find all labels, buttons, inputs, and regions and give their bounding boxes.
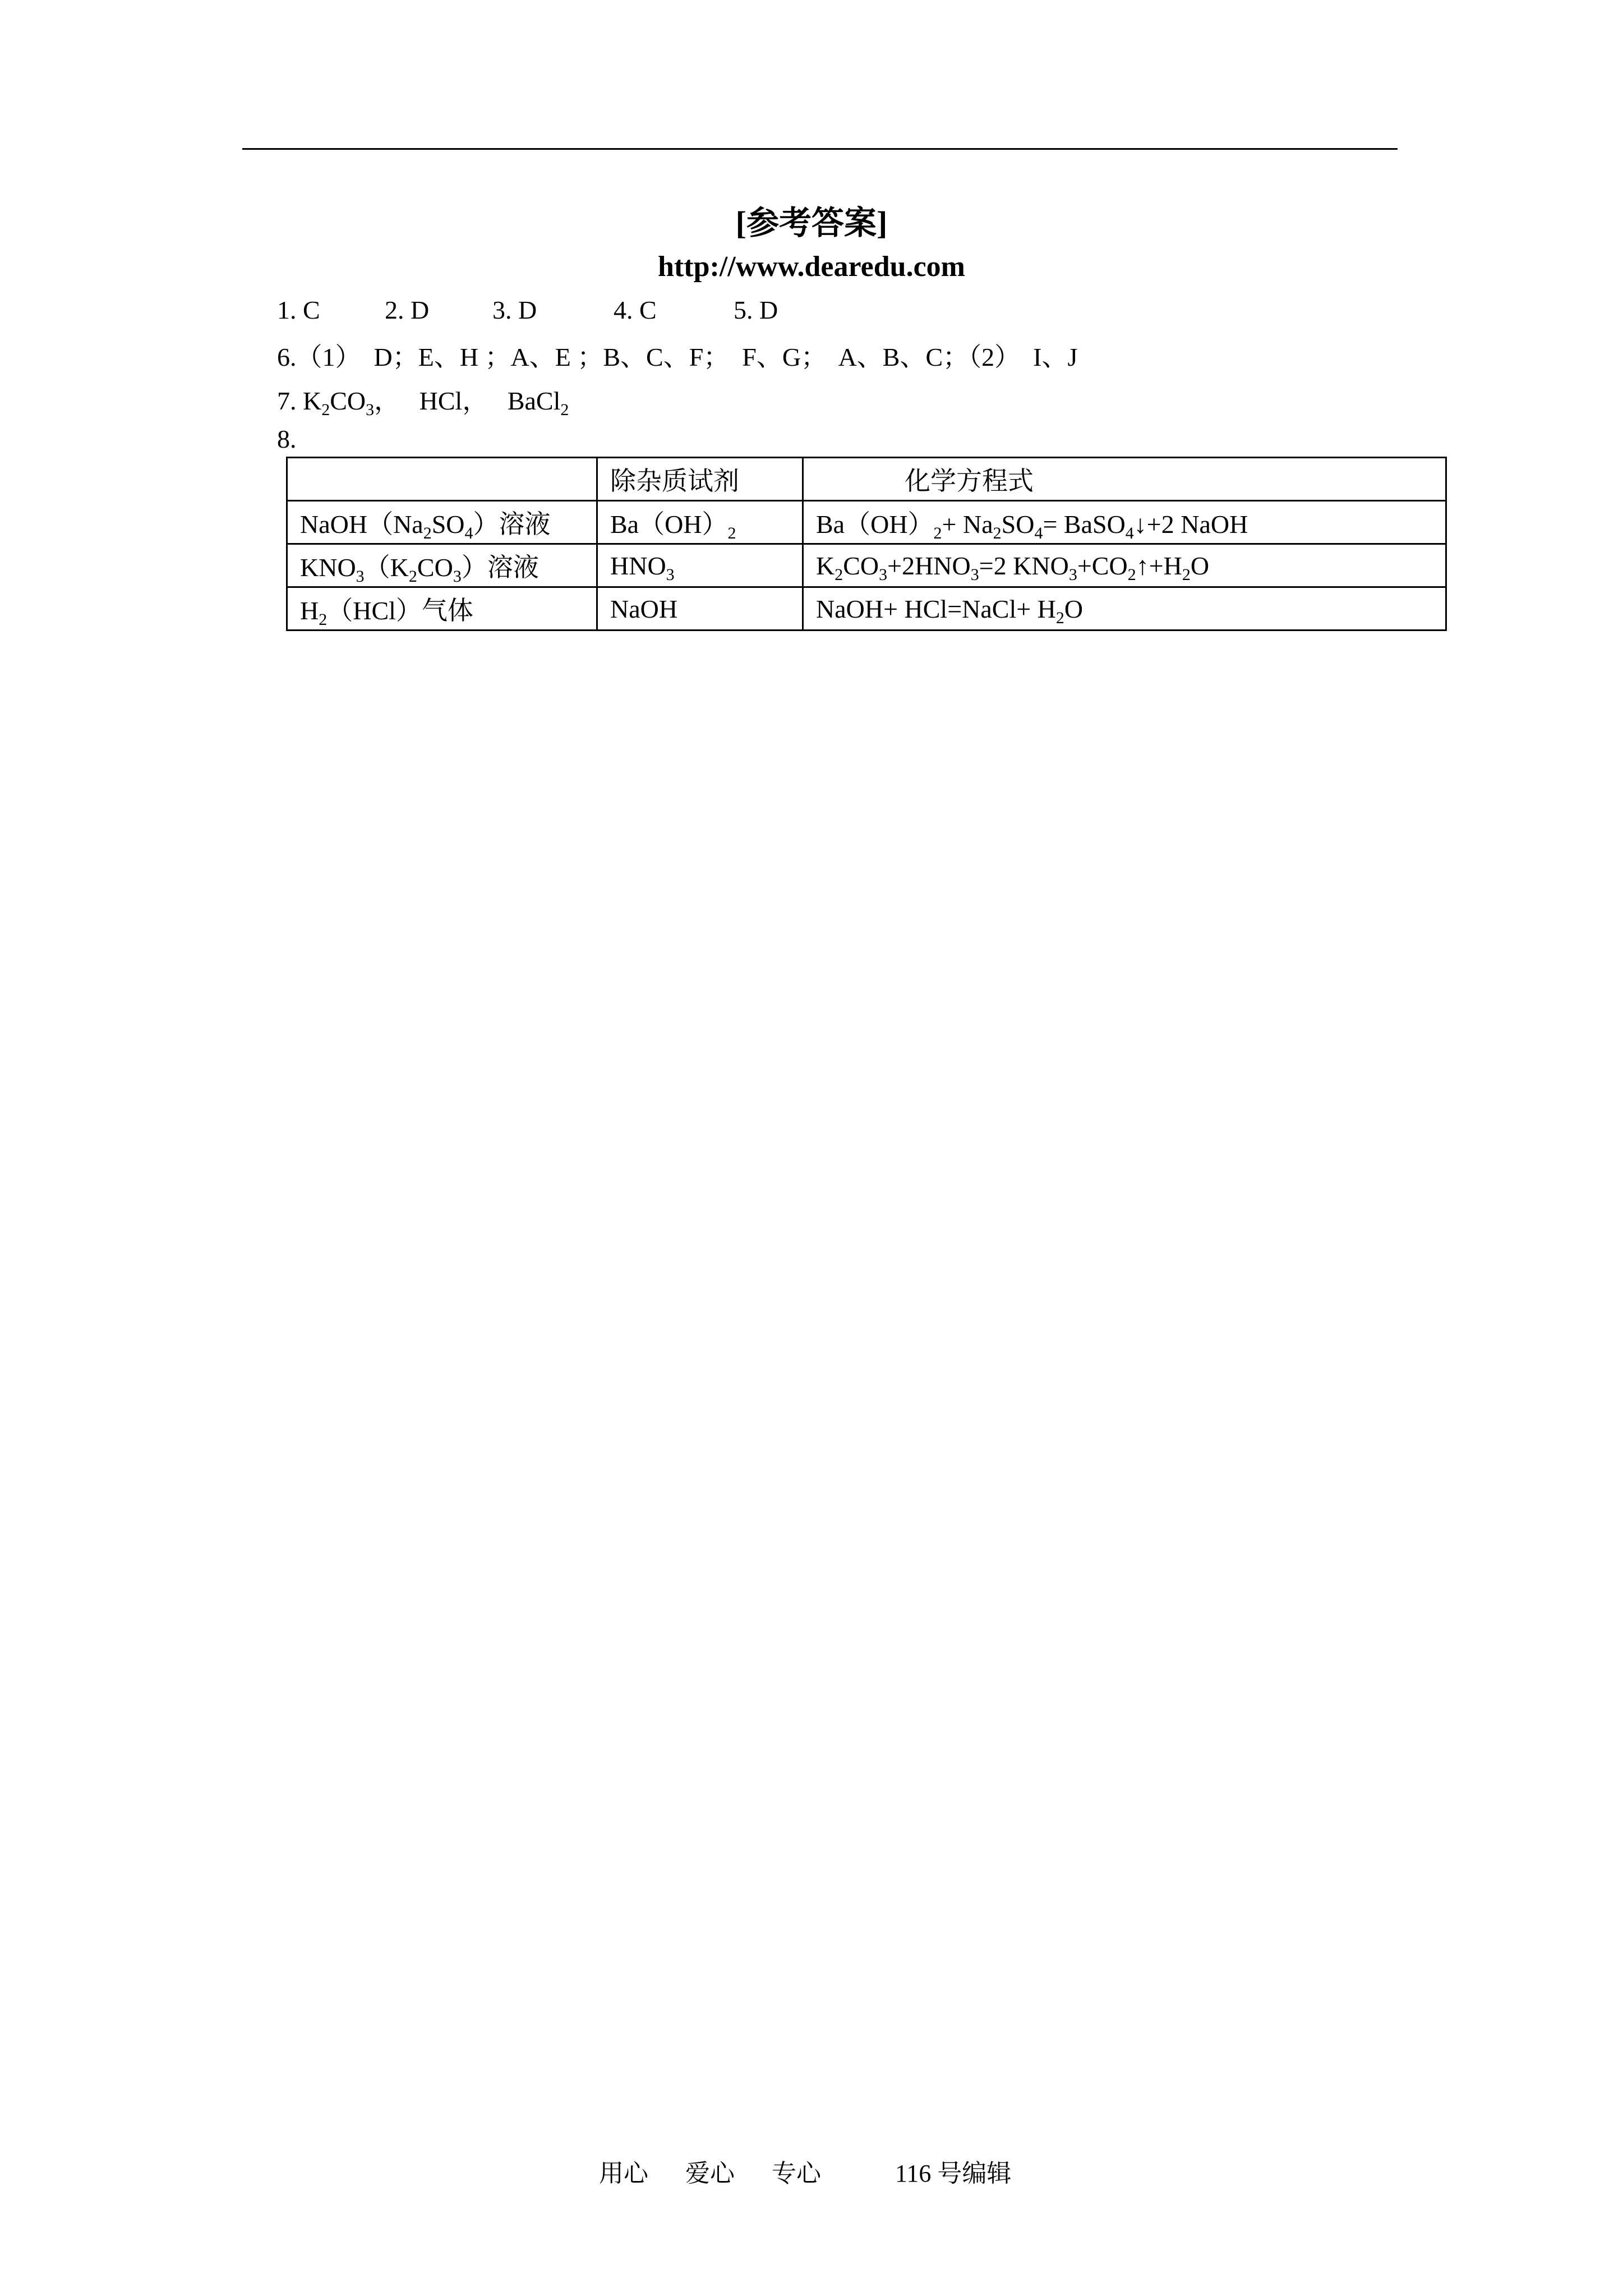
cell-substance: $NaOH(Na_2SO_4)$溶液 xyxy=(287,501,597,544)
header-cell-reagent: 除杂质试剂 xyxy=(597,458,803,501)
answers-1-5 xyxy=(277,295,778,325)
answer-3: 3. D xyxy=(492,296,537,324)
answer-2: 2. D xyxy=(385,296,430,324)
cell-equation: $K_2CO_3+2HNO_3=2$ $KNO_3+CO_2↑+H_2O$ xyxy=(803,544,1446,587)
source-url: http://www.dearedu.com xyxy=(658,251,965,283)
cell-reagent: NaOH xyxy=(597,587,803,631)
table-header-row xyxy=(287,458,1446,501)
answer-4: 4. C xyxy=(614,296,657,324)
page-footer: 用心 爱心 专心 116 号编辑 xyxy=(599,2160,1012,2187)
cell-equation: $Ba(OH)_2+ Na_2SO_4=$ BaSO$_4$↓+2 NaOH xyxy=(803,501,1446,544)
answer-8-label: 8. xyxy=(277,425,297,453)
table-row xyxy=(287,587,1446,631)
table-row xyxy=(287,544,1446,587)
answer-5: 5. D xyxy=(734,296,778,324)
page-title: [参考答案] xyxy=(735,205,888,241)
header-rule xyxy=(242,148,1398,150)
answer-6: 6.（1） D；E、H ；A、E ；B、C、F； F、G； A、B、C；（2） I、J xyxy=(277,343,1078,371)
cell-equation: NaOH+ HCl=NaCl+ $H_2O$ xyxy=(803,587,1446,631)
answer-7: 7. $K_2CO_3$， HCl， BaCl$_2$ xyxy=(277,386,569,419)
table-row xyxy=(287,501,1446,544)
cell-reagent: $Ba(OH)_2$ xyxy=(597,501,803,544)
header-cell-equation: 化学方程式 xyxy=(803,458,1446,501)
impurity-removal-table xyxy=(286,457,1447,631)
cell-substance: $KNO_3(K_2CO_3)$溶液 xyxy=(287,544,597,587)
cell-reagent: $HNO_3$ xyxy=(597,544,803,587)
cell-substance: $H_2(HCl)$气体 xyxy=(287,587,597,631)
answer-1: 1. C xyxy=(277,296,320,324)
header-cell-substance xyxy=(287,458,597,501)
